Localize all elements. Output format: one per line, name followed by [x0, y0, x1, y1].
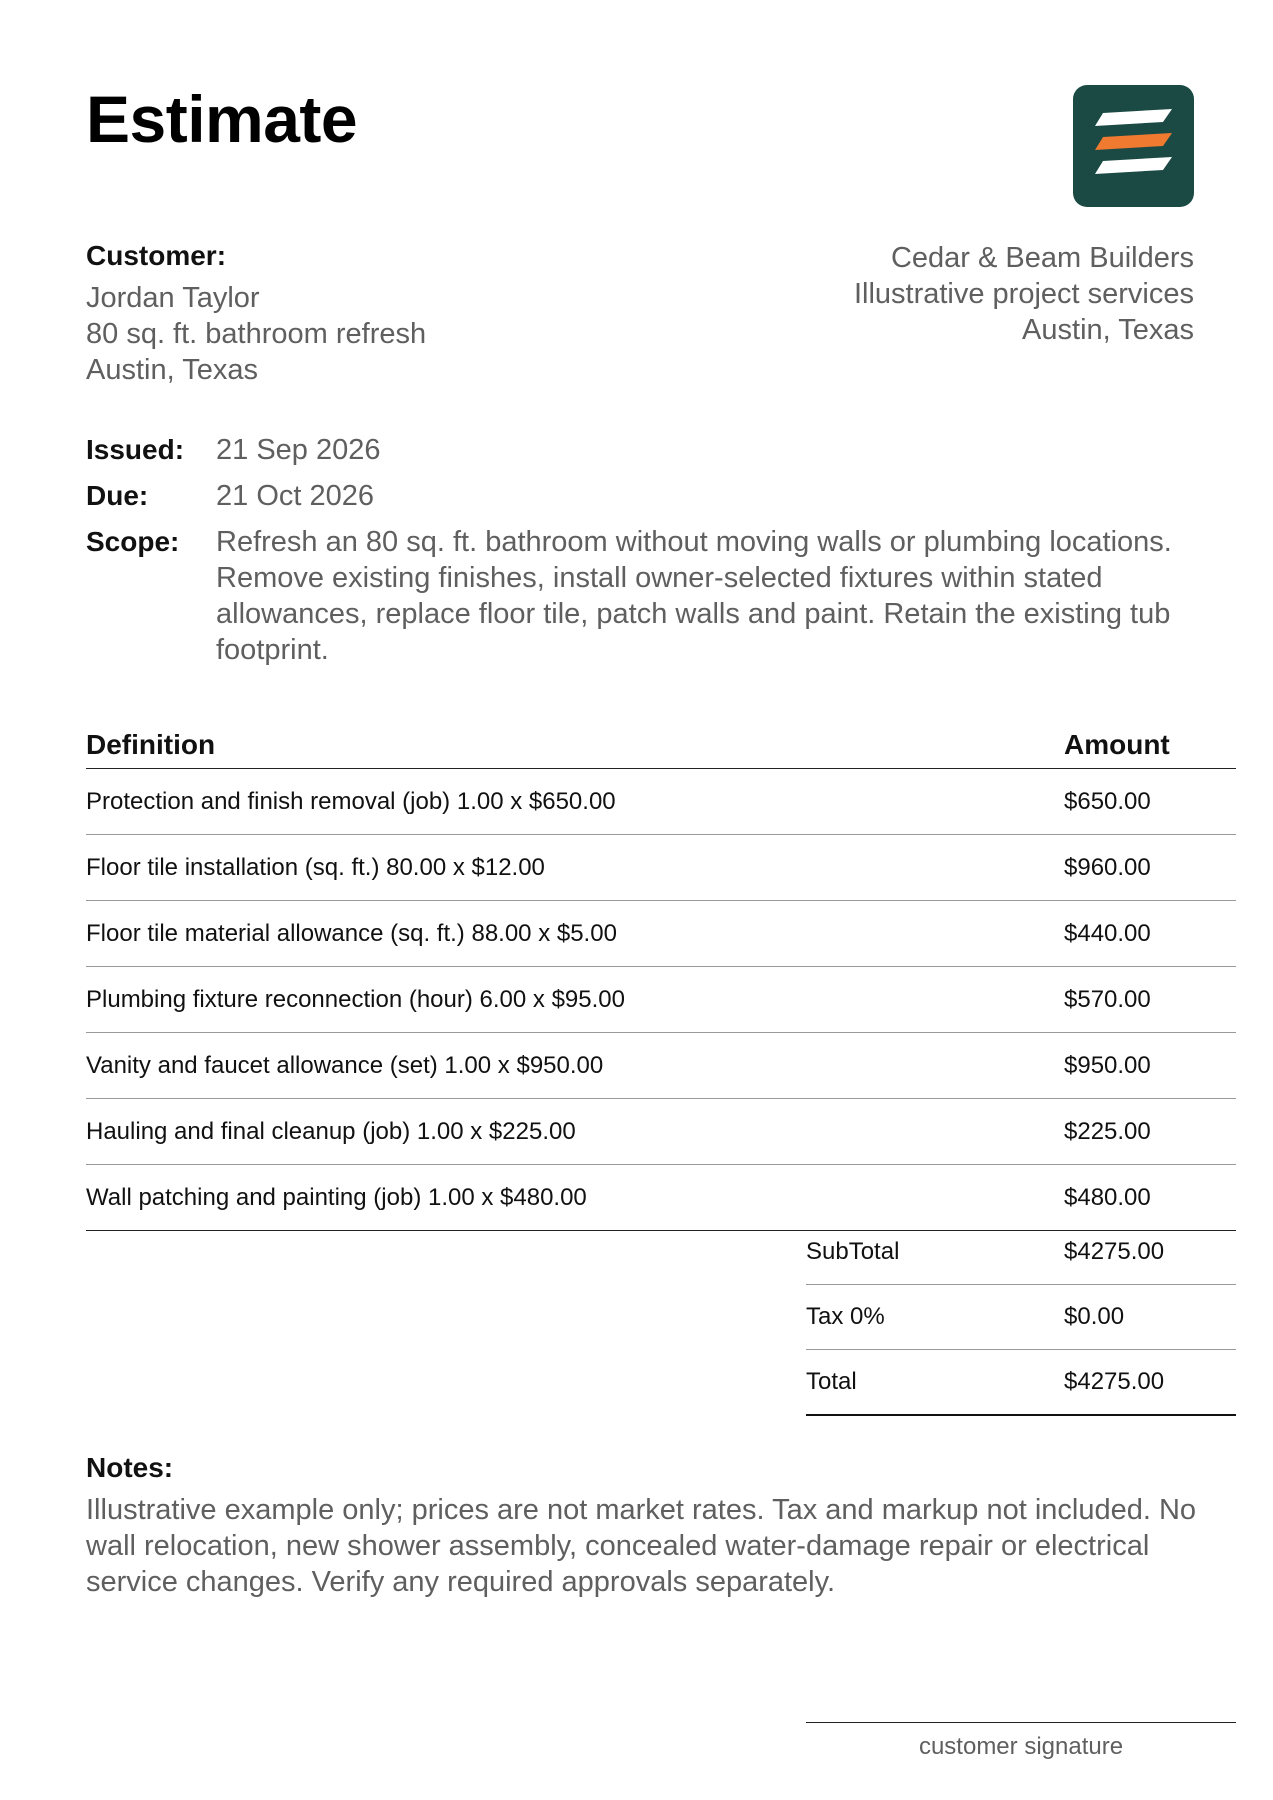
item-amount: $440.00 [1064, 919, 1151, 947]
item-amount: $225.00 [1064, 1117, 1151, 1145]
table-row [86, 1099, 1236, 1165]
tax-row [806, 1285, 1236, 1350]
company-tagline: Illustrative project services [853, 278, 1194, 310]
item-definition: Floor tile material allowance (sq. ft.) 88.00 x $5.00 [86, 919, 617, 947]
definition-header: Definition [86, 729, 216, 760]
company-block [854, 240, 1194, 348]
company-location: Austin, Texas [1022, 314, 1194, 346]
customer-label: Customer: [86, 240, 227, 271]
estimate-meta [86, 432, 1236, 678]
subtotal-label: SubTotal [806, 1238, 900, 1265]
document-title: Estimate [86, 82, 358, 156]
item-definition: Vanity and faucet allowance (set) 1.00 x $950.00 [86, 1051, 604, 1079]
scope-text: Refresh an 80 sq. ft. bathroom without moving walls or plumbing locations. Remove existing finishes, install owner-selected fixtures within stated allowances, replace floor tile, patch walls and paint. Retain the existing tub footprint. [216, 526, 1172, 666]
totals-table [806, 1220, 1236, 1416]
notes-label: Notes: [86, 1452, 174, 1483]
item-definition: Hauling and final cleanup (job) 1.00 x $225.00 [86, 1117, 576, 1145]
notes-text: Illustrative example only; prices are not market rates. Tax and markup not included. No wall relocation, new shower assembly, concealed water-damage repair or electrical service changes. Verify any required approvals separately. [86, 1494, 1197, 1598]
issued-label: Issued: [86, 434, 185, 465]
due-row [86, 478, 1236, 514]
notes-block [86, 1452, 1226, 1600]
line-items-table [86, 722, 1236, 1231]
customer-block [86, 240, 426, 388]
due-date: 21 Oct 2026 [216, 480, 374, 512]
item-amount: $570.00 [1064, 985, 1151, 1013]
item-amount: $480.00 [1064, 1183, 1151, 1211]
tax-value: $0.00 [1064, 1303, 1125, 1330]
tax-label: Tax 0% [806, 1303, 885, 1330]
table-row [86, 769, 1236, 835]
subtotal-value: $4275.00 [1064, 1238, 1165, 1265]
item-amount: $650.00 [1064, 787, 1151, 815]
issued-row [86, 432, 1236, 468]
item-definition: Floor tile installation (sq. ft.) 80.00 x $12.00 [86, 853, 545, 881]
company-logo-icon [1073, 85, 1194, 207]
total-label: Total [806, 1368, 857, 1395]
amount-header: Amount [1064, 729, 1170, 760]
customer-name: Jordan Taylor [86, 282, 260, 314]
issued-date: 21 Sep 2026 [216, 434, 381, 466]
scope-row [86, 524, 1236, 668]
total-value: $4275.00 [1064, 1368, 1165, 1395]
item-definition: Plumbing fixture reconnection (hour) 6.00 x $95.00 [86, 985, 625, 1013]
total-row [806, 1350, 1236, 1416]
due-label: Due: [86, 480, 149, 511]
signature-line [806, 1722, 1236, 1761]
table-row [86, 835, 1236, 901]
company-name: Cedar & Beam Builders [890, 242, 1194, 274]
line-items-header [86, 722, 1236, 769]
scope-label: Scope: [86, 526, 180, 557]
subtotal-row [806, 1220, 1236, 1285]
item-definition: Protection and finish removal (job) 1.00 x $650.00 [86, 787, 616, 815]
table-row [86, 1033, 1236, 1099]
signature-label: customer signature [918, 1733, 1124, 1760]
table-row [86, 901, 1236, 967]
customer-project: 80 sq. ft. bathroom refresh [86, 318, 427, 350]
item-definition: Wall patching and painting (job) 1.00 x $480.00 [86, 1183, 587, 1211]
table-row [86, 967, 1236, 1033]
item-amount: $960.00 [1064, 853, 1151, 881]
item-amount: $950.00 [1064, 1051, 1151, 1079]
customer-location: Austin, Texas [86, 354, 258, 386]
stacked-layers-logo-icon [1073, 85, 1194, 207]
